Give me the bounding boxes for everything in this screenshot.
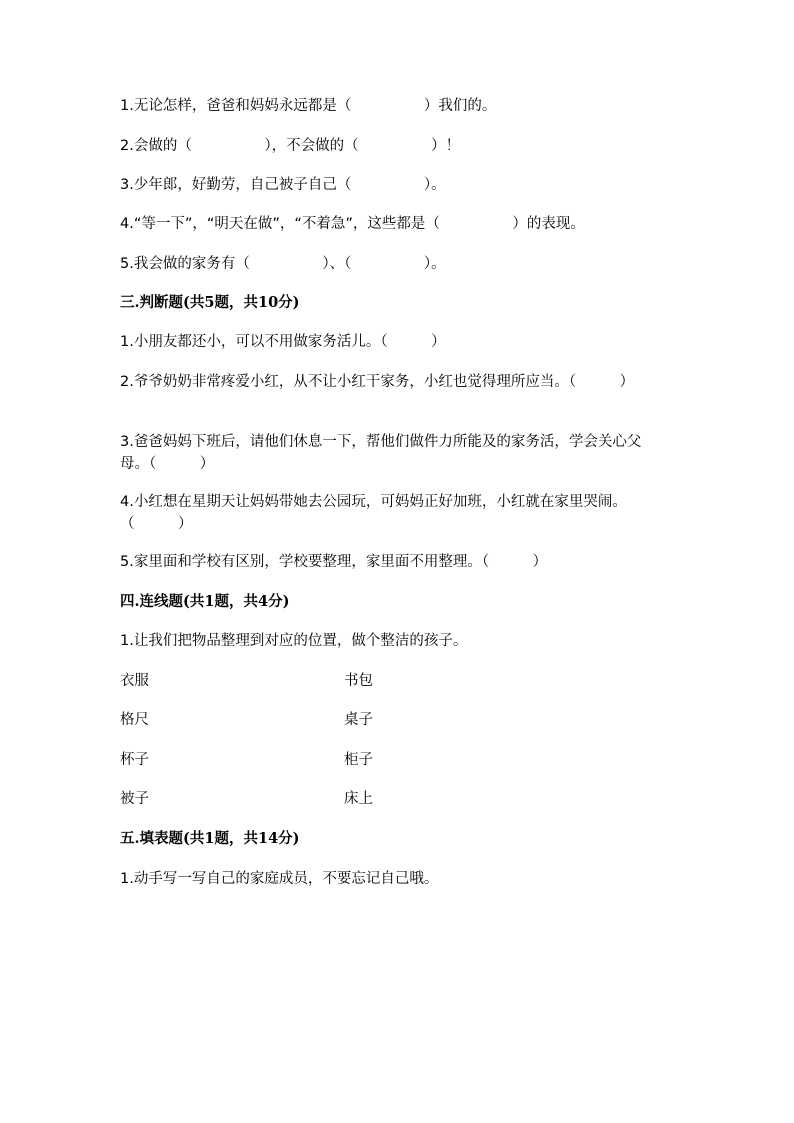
judge-item-4: 4.小红想在星期天让妈妈带她去公园玩，可妈妈正好加班，小红就在家里哭闹。（ ） xyxy=(120,494,627,532)
judge-item-5: 5.家里面和学校有区别，学校要整理，家里面不用整理。（ ） xyxy=(120,554,548,570)
match-row xyxy=(120,788,680,810)
judge-item-3: 3.爸爸妈妈下班后，请他们休息一下，帮他们做件力所能及的家务活，学会关心父母。（ ） xyxy=(120,434,642,472)
fill-item-2: 2.会做的（ ），不会做的（ ）！ xyxy=(120,138,461,154)
match-right-item: 书包 xyxy=(344,673,373,689)
match-right-item: 床上 xyxy=(344,791,373,807)
fill-item-5: 5.我会做的家务有（ ）、（ ）。 xyxy=(120,256,446,272)
match-left-item: 格尺 xyxy=(120,712,149,728)
match-left-item: 杯子 xyxy=(120,752,149,768)
match-question: 1.让我们把物品整理到对应的位置，做个整洁的孩子。 xyxy=(120,633,468,649)
section-3-heading: 三.判断题(共5题，共10分) xyxy=(120,294,300,311)
match-row xyxy=(120,670,680,692)
fill-item-4: 4.“等一下”，“明天在做”，“不着急”，这些都是（ ）的表现。 xyxy=(120,216,585,232)
match-left-item: 衣服 xyxy=(120,673,149,689)
table-question: 1.动手写一写自己的家庭成员，不要忘记自己哦。 xyxy=(120,871,439,887)
judge-item-2: 2.爷爷奶奶非常疼爱小红，从不让小红干家务，小红也觉得理所应当。（ ） xyxy=(120,374,635,390)
match-row xyxy=(120,709,680,731)
match-left-item: 被子 xyxy=(120,791,149,807)
fill-item-3: 3.少年郎，好勤劳，自己被子自己（ ）。 xyxy=(120,177,446,193)
fill-item-1: 1.无论怎样，爸爸和妈妈永远都是（ ）我们的。 xyxy=(120,98,497,114)
match-right-item: 桌子 xyxy=(344,712,373,728)
judge-item-1: 1.小朋友都还小，可以不用做家务活儿。（ ） xyxy=(120,334,446,350)
match-right-item: 柜子 xyxy=(344,752,373,768)
section-5-heading: 五.填表题(共1题，共14分) xyxy=(120,830,300,847)
section-4-heading: 四.连线题(共1题，共4分) xyxy=(120,593,290,610)
match-row xyxy=(120,749,680,771)
